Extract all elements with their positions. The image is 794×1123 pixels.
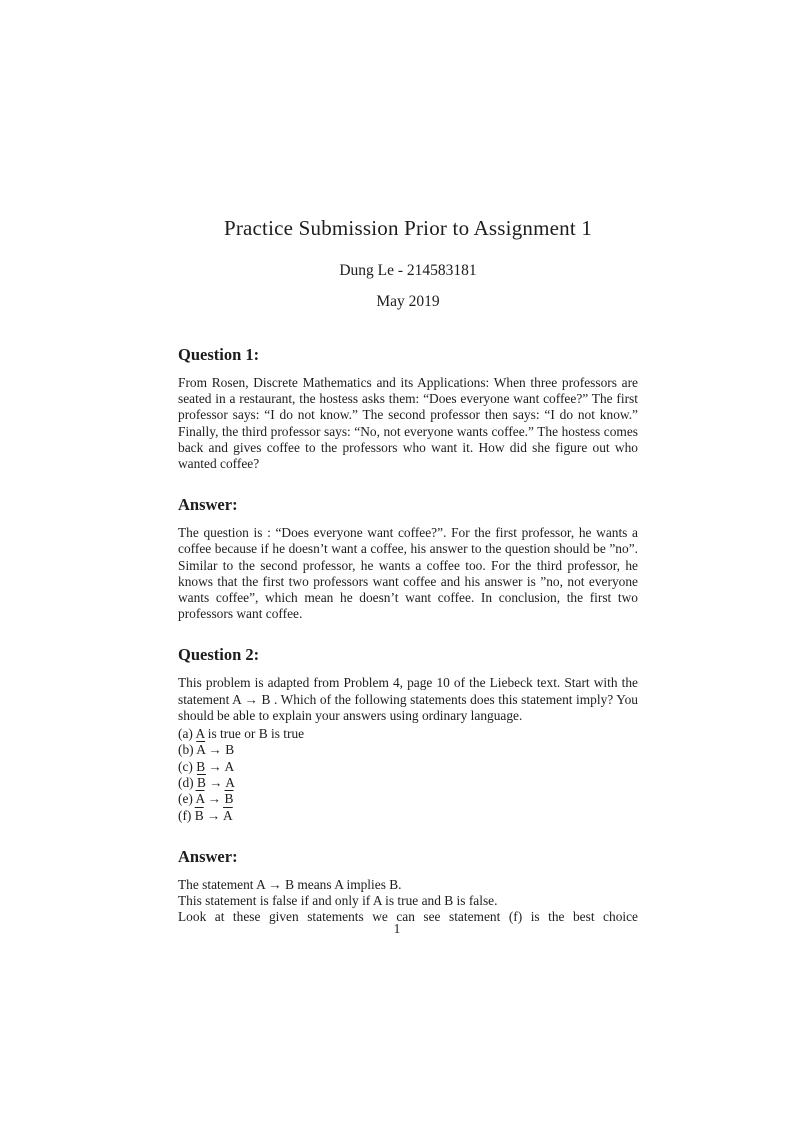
answer-2-line-3: Look at these given statements we can see statement (f) is the best choice bbox=[178, 909, 638, 925]
option-symbol-overline: $\overline{A}$ bbox=[195, 791, 205, 807]
answer-2-line-2: This statement is false if and only if A is true and B is false. bbox=[178, 893, 498, 909]
question-1-body: From Rosen, Discrete Mathematics and its Applications: When three professors are seated in a restaurant, the hostess asks them: “Does everyone want coffee?” The first professor says: “I do not know.” The second professor then says: “I do not know.” Finally, the third professor says: “No, not everyone wants coffee.” The hostess comes back and gives coffee to the professors who want it. How did she figure out who wanted coffee? bbox=[178, 375, 638, 472]
question-2-option bbox=[178, 791, 638, 807]
answer-1-heading: Answer: bbox=[178, 495, 238, 515]
option-label: (f) bbox=[178, 807, 195, 823]
option-label: (b) bbox=[178, 742, 197, 758]
doc-title: Practice Submission Prior to Assignment 1 bbox=[223, 216, 593, 240]
question-2-option bbox=[178, 808, 638, 824]
question-2-option bbox=[178, 726, 638, 742]
option-text: → A bbox=[205, 774, 235, 790]
option-text: → bbox=[204, 791, 225, 807]
doc-author: Dung Le - 214583181 bbox=[339, 262, 477, 279]
option-label: (a) bbox=[178, 726, 196, 742]
doc-date: May 2019 bbox=[376, 293, 440, 310]
option-text: A is true or B is true bbox=[195, 726, 305, 742]
answer-2-line-1: The statement A → B means A implies B. bbox=[178, 876, 402, 892]
question-2-option bbox=[178, 775, 638, 791]
question-2-heading: Question 2: bbox=[178, 645, 260, 665]
question-1-heading: Question 1: bbox=[178, 345, 260, 364]
page-number: 1 bbox=[393, 921, 401, 936]
option-label: (c) bbox=[178, 758, 197, 774]
option-symbol-overline: $\overline{B}$ bbox=[224, 791, 234, 807]
document-content bbox=[178, 0, 638, 925]
question-2-option bbox=[178, 742, 638, 758]
answer-2-heading: Answer: bbox=[178, 846, 238, 866]
answer-1-body: The question is : “Does everyone want coffee?”. For the first professor, he wants a coffee because if he doesn’t want a coffee, his answer to the question should be ”no”. Similar to the second professor, he wants a coffee too. For the third professor, he knows that the first two professors want coffee and his answer is ”no, not everyone wants coffee”, which mean he doesn’t want coffee. In conclusion, the first two professors want coffee. bbox=[178, 525, 638, 622]
question-2-option bbox=[178, 759, 638, 775]
option-label: (e) bbox=[178, 791, 196, 807]
option-symbol-overline: $\overline{A}$ bbox=[196, 742, 206, 758]
option-symbol-overline: $\overline{B}$ bbox=[194, 807, 204, 823]
question-2-options bbox=[178, 726, 638, 824]
option-text: → B bbox=[205, 742, 235, 758]
option-symbol-overline: $\overline{A}$ bbox=[223, 807, 233, 823]
option-symbol-overline: $\overline{B}$ bbox=[196, 774, 206, 790]
question-2-intro: This problem is adapted from Problem 4, page 10 of the Liebeck text. Start with the statement A → B . Which of the following statements does this statement imply? You should be able to explain your answers using ordinary language. bbox=[178, 675, 638, 723]
option-text: → bbox=[203, 807, 224, 823]
option-label: (d) bbox=[178, 774, 197, 790]
option-text: B → A bbox=[196, 758, 235, 774]
